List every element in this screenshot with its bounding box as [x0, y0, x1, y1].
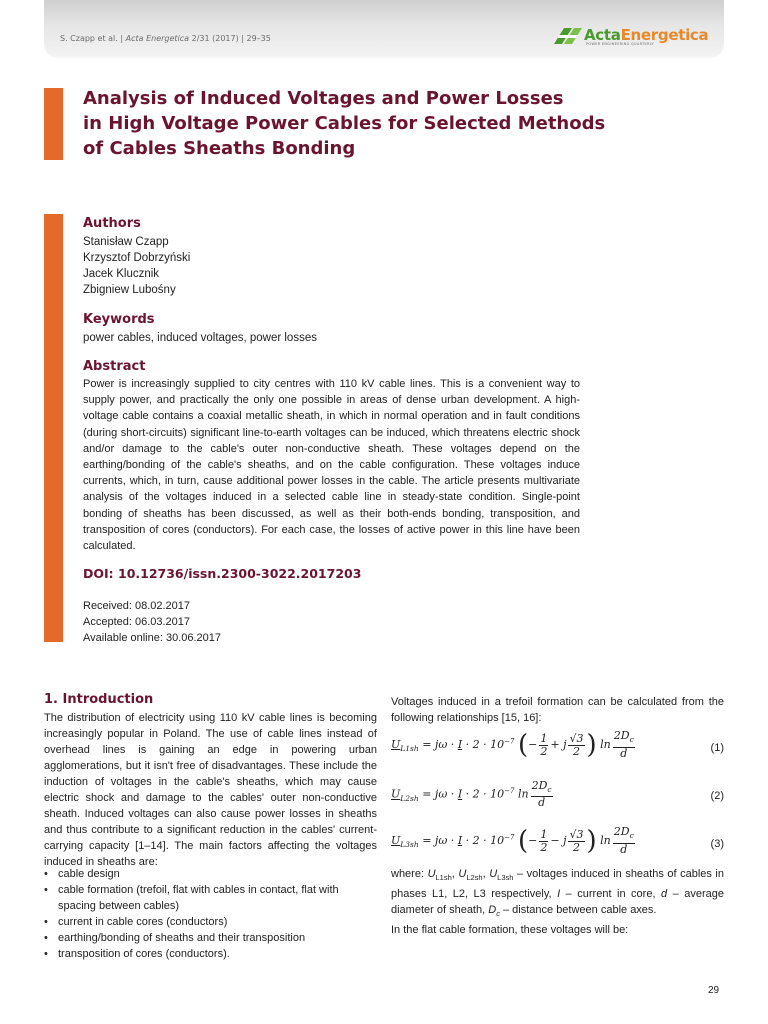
abstract-heading: Abstract	[83, 359, 146, 374]
date-received: Received: 08.02.2017	[83, 600, 191, 612]
meta-accent-bar	[44, 214, 63, 642]
equation-formula: $U_{L1sh} = j\omega \cdot I \cdot 2 \cdot 10^{-7}$ (− $\frac{1}{2}$ + j $\frac{√3}{2}$ ) ln $\frac{2D_c}{d}$	[391, 729, 634, 760]
citation-pages: 29–35	[246, 34, 271, 43]
citation-journal: Acta Energetica	[125, 34, 190, 43]
where-paragraph: where: $U_{L1sh}$, $U_{L2sh}$, $U_{L3sh}$ – voltages induced in sheaths of cables in phases L1, L2, L3 respectively, I – current in core, d – average diameter of sheath, $D_c$ – distance between cable axes. In the flat cable formation, these voltages will be:	[391, 868, 725, 937]
factors-list	[44, 866, 377, 962]
authors-heading: Authors	[83, 216, 141, 231]
equation-3	[391, 826, 724, 866]
equation-number: (2)	[710, 790, 724, 802]
page-number: 29	[708, 985, 720, 996]
running-citation: S. Czapp et al. | Acta Energetica 2/31 (2017) | 29–35	[60, 34, 271, 43]
keywords-text: power cables, induced voltages, power losses	[83, 332, 317, 344]
logo-text: ActaEnergetica	[584, 26, 709, 44]
title-accent-bar	[44, 88, 63, 160]
equation-formula: $U_{L3sh} = j\omega \cdot I \cdot 2 \cdot 10^{-7}$ (− $\frac{1}{2}$ − j $\frac{√3}{2}$ ) ln $\frac{2D_c}{d}$	[391, 825, 634, 856]
citation-issue: 2/31 (2017)	[191, 34, 239, 43]
title-line: Analysis of Induced Voltages and Power Losses	[83, 88, 564, 109]
journal-logo	[554, 26, 714, 50]
list-item: • cable formation (trefoil, flat with cables in contact, flat with spacing between cables)	[44, 882, 377, 914]
equation-number: (3)	[710, 838, 724, 850]
equation-formula: $U_{L2sh} = j\omega \cdot I \cdot 2 \cdot 10^{-7}$ ln $\frac{2D_c}{d}$	[391, 779, 552, 810]
trefoil-intro-text: Voltages induced in a trefoil formation can be calculated from the following relationships [15, 16]:	[391, 696, 724, 724]
title-line: of Cables Sheaths Bonding	[83, 138, 356, 159]
doi-link[interactable]: DOI: 10.12736/issn.2300-3022.2017203	[83, 566, 362, 581]
introduction-paragraph: The distribution of electricity using 110 kV cable lines is becoming increasingly popular in Poland. The use of cable lines instead of overhead lines is gaining an edge in powering urban agglomerations, but it isn't free of disadvantages. These include the induction of voltages in the cable's sheaths, which may cause electric shock and damage to the cables' outer non-conductive sheath. Induced voltages can also cause power losses in sheaths and thus contribute to a significant reduction in the cables' current-carrying capacity [1–14]. The main factors affecting the voltages induced in sheaths are:	[44, 712, 377, 868]
introduction-heading: 1. Introduction	[44, 692, 154, 707]
title-line: in High Voltage Power Cables for Selected Methods	[83, 113, 606, 134]
equation-2	[391, 780, 724, 820]
date-accepted: Accepted: 06.03.2017	[83, 616, 191, 628]
author-name: Zbigniew Lubośny	[83, 284, 176, 296]
equation-1	[391, 730, 724, 770]
publication-dates	[83, 598, 221, 646]
list-item: • cable design	[44, 866, 377, 882]
author-name: Stanisław Czapp	[83, 236, 169, 248]
author-name: Krzysztof Dobrzyński	[83, 252, 191, 264]
citation-authors: S. Czapp et al.	[60, 34, 118, 43]
authors-list	[83, 234, 190, 298]
author-name: Jacek Klucznik	[83, 268, 160, 280]
keywords-heading: Keywords	[83, 312, 155, 327]
list-item: • current in cable cores (conductors)	[44, 914, 377, 930]
logo-mark-icon	[554, 26, 582, 46]
date-online: Available online: 30.06.2017	[83, 632, 222, 644]
page-header	[44, 0, 724, 58]
paper-title	[83, 86, 643, 161]
equation-number: (1)	[710, 742, 724, 754]
list-item: • earthing/bonding of sheaths and their transposition	[44, 930, 377, 946]
abstract-text: Power is increasingly supplied to city centres with 110 kV cable lines. This is a convenient way to supply power, and practically the only one possible in areas of dense urban development. A high-voltage cable contains a coaxial metallic sheath, in which in normal operation and in fault conditions (during short-circuits) significant line-to-earth voltages can be induced, which threatens electric shock and/or damage to the cable's outer non-conductive sheath. These voltages depend on the earthing/bonding of the cable's sheaths, and on the cable configuration. These voltages induce currents, which, in turn, cause additional power losses in the cable. The article presents multivariate analysis of the voltages induced in a selected cable line in steady-state condition. Single-point bonding of sheaths has been discussed, as well as their both-ends bonding, transposition, and transposition of cores (conductors). For each case, the losses of active power in this line have been calculated.	[83, 378, 580, 553]
logo-tagline: POWER ENGINEERING QUARTERLY	[586, 42, 654, 46]
flat-formation-text: In the flat cable formation, these voltages will be:	[391, 924, 629, 937]
list-item: • transposition of cores (conductors).	[44, 946, 377, 962]
